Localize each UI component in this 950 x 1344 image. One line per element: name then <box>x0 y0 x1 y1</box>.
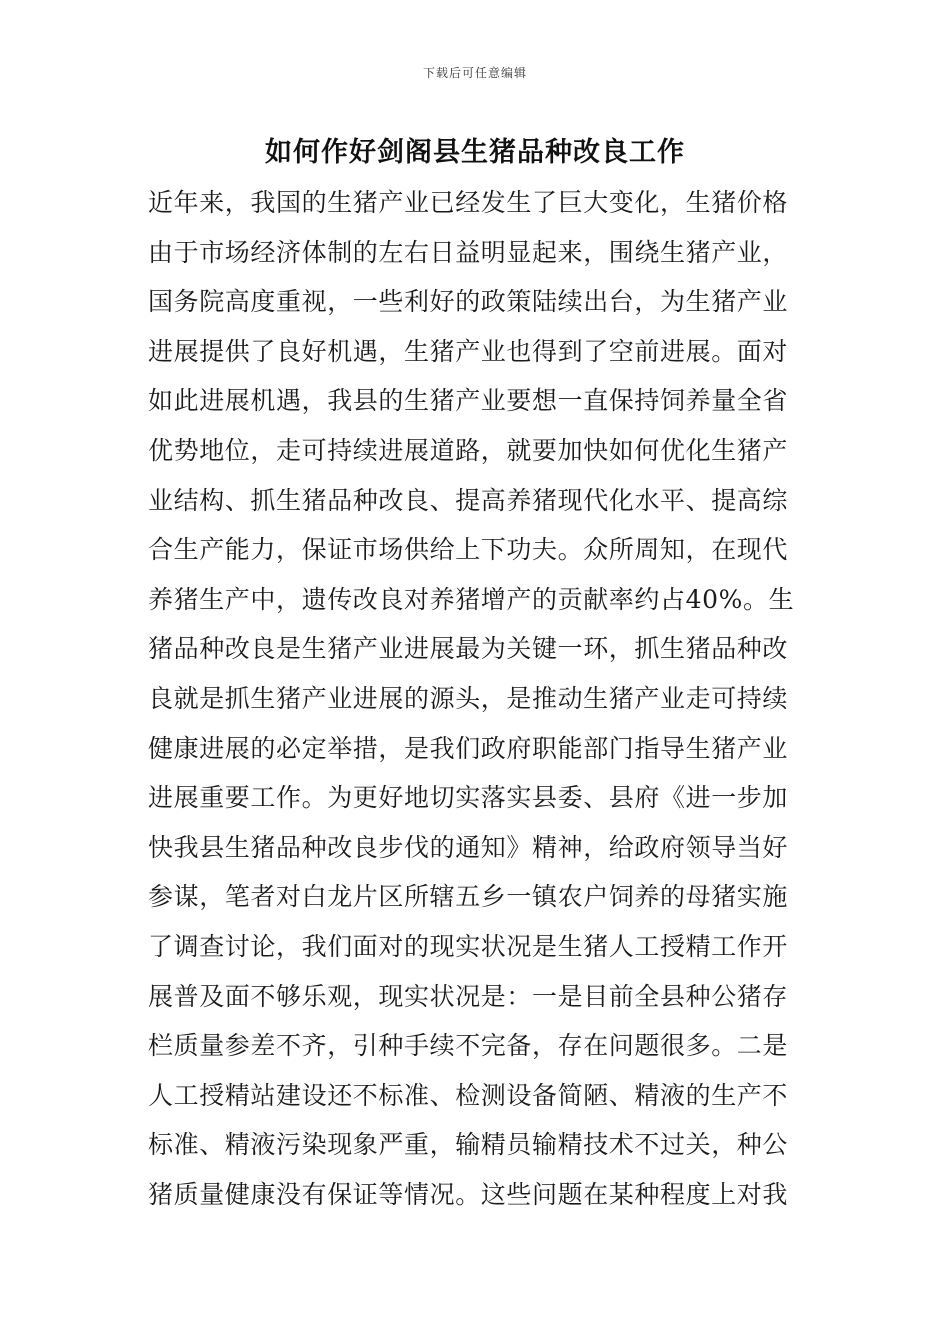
text-line: 合生产能力，保证市场供给上下功夫。众所周知，在现代 <box>148 535 789 565</box>
text-line: 人工授精站建设还不标准、检测设备简陋、精液的生产不 <box>148 1080 789 1110</box>
text-line: 栏质量参差不齐，引种手续不完备，存在问题很多。二是 <box>148 1031 789 1061</box>
text-line: 参谋，笔者对白龙片区所辖五乡一镇农户饲养的母猪实施 <box>148 882 789 912</box>
text-line: 健康进展的必定举措，是我们政府职能部门指导生猪产业 <box>148 733 789 763</box>
text-line: 猪品种改良是生猪产业进展最为关键一环，抓生猪品种改 <box>148 634 789 664</box>
text-line: 如此进展机遇，我县的生猪产业要想一直保持饲养量全省 <box>148 386 789 416</box>
text-line: 展普及面不够乐观，现实状况是：一是目前全县种公猪存 <box>148 981 789 1011</box>
text-line: 近年来，我国的生猪产业已经发生了巨大变化，生猪价格 <box>148 188 789 217</box>
text-line: 养猪生产中，遗传改良对养猪增产的贡献率约占40%。生 <box>148 584 795 614</box>
text-line: 良就是抓生猪产业进展的源头，是推动生猪产业走可持续 <box>148 683 789 713</box>
text-line: 业结构、抓生猪品种改良、提高养猪现代化水平、提高综 <box>148 485 789 515</box>
text-line: 国务院高度重视，一些利好的政策陆续出台，为生猪产业 <box>148 287 789 317</box>
text-line: 进展提供了良好机遇，生猪产业也得到了空前进展。面对 <box>148 336 789 366</box>
text-line: 标准、精液污染现象严重，输精员输精技术不过关，种公 <box>148 1130 789 1160</box>
text-line: 由于市场经济体制的左右日益明显起来，围绕生猪产业， <box>148 237 789 267</box>
header-note: 下载后可任意编辑 <box>422 66 527 80</box>
body-paragraph <box>148 178 795 1219</box>
text-line: 猪质量健康没有保证等情况。这些问题在某种程度上对我 <box>148 1179 789 1209</box>
text-line: 进展重要工作。为更好地切实落实县委、县府《进一步加 <box>148 783 789 813</box>
text-line: 了调查讨论，我们面对的现实状况是生猪人工授精工作开 <box>148 931 789 961</box>
document-title: 如何作好剑阁县生猪品种改良工作 <box>265 137 685 168</box>
text-line: 优势地位，走可持续进展道路，就要加快如何优化生猪产 <box>148 435 789 465</box>
text-line: 快我县生猪品种改良步伐的通知》精神，给政府领导当好 <box>148 832 789 862</box>
